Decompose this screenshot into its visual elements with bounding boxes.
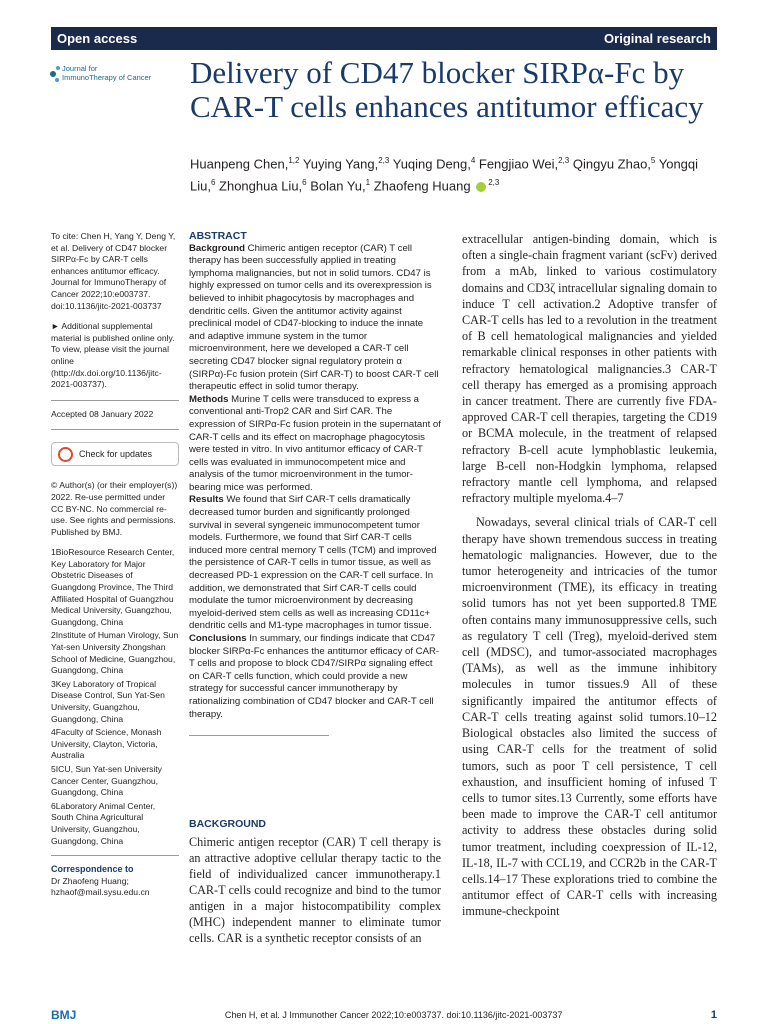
- citation-note: To cite: Chen H, Yang Y, Deng Y, et al. Delivery of CD47 blocker SIRPα-Fc by CAR-T cells enhances antitumor efficacy. Journal for ImmunoTherapy of Cancer 2022;10:e003737. doi:10.1136/jitc-2021-003737: [51, 231, 176, 311]
- body-column-2: [462, 231, 717, 920]
- affiliation-5: 5ICU, Sun Yat-sen University Cancer Center, Guangzhou, Guangdong, China: [51, 763, 162, 798]
- footer-citation: Chen H, et al. J Immunother Cancer 2022;10:e003737. doi:10.1136/jitc-2021-003737: [224, 1010, 563, 1020]
- check-for-updates-button[interactable]: Check for updates: [51, 442, 179, 466]
- abstract-results: Results We found that Sirf CAR-T cells dramatically decreased tumor burden and significantly prolonged survival in several syngeneic immunocompetent tumor models. Furthermore, we found that Sirf CAR-T cells induced more central memory T cells (TCM) and improved the persistence of CAR-T cells in tumor tissue, as well as decreased PD-1 expression on the CAR-T cell surface. In addition, we demonstrated that Sirf CAR-T cells could modulate the tumor microenvironment by decreasing myeloid-derived stem cells as well as increasing CD11c+ dendritic cells and M1-type macrophages in tumor tissue.: [189, 494, 437, 632]
- page-footer: [51, 1008, 717, 1022]
- affiliation-4: 4Faculty of Science, Monash University, Clayton, Victoria, Australia: [51, 727, 162, 761]
- body-paragraph: Nowadays, several clinical trials of CAR-T cell therapy have shown tremendous success in treating hematologic malignancies. However, due to the tumor heterogeneity and intricacies of the tumor microenvironment (TME), its efficacy in treating solid tumors has not yet been supported.8 TME often contains many immunosuppressive cells, such as regulatory T cell (Treg), myeloid-derived stem cell (MDSC), and tumor-associated macrophages (TAMs), as well as the immune inhibitory molecules in tumor tissues.9 All of these significantly impaired the antitumor effects of CAR-T cells treating against solid tumors.10–12 Biological obstacles also limited the success of using CAR-T cells for the treatment of solid tumors, such as poor T cell persistence, T cell exhaustion, and insufficient homing of infused T cells to tumor sites.13 Currently, some efforts have been made to improve the CAR-T cell antitumor activity to address these obstacles during solid tumor treatment, including coexpression of IL-12, IL-18, IL-7 with CCL19, and CCR2b in the CAR-T cells.14–17 These explorations tried to combine the antitumor effect of CAR-T cells with increasing immune-checkpoint: [462, 515, 717, 919]
- affiliation-2: 2Institute of Human Virology, Sun Yat-sen University Zhongshan School of Medicine, Guangzhou, Guangdong, China: [51, 630, 179, 676]
- author-list: Huanpeng Chen,$^{1,2}$ Yuying Yang,$^{2,3}$ Yuqing Deng,$^4$ Fengjiao Wei,$^{2,3}$ Qingyu Zhao,$^5$ Yongqi Liu,$^6$ Zhonghua Liu,$^6$ Bolan Yu,$^1$ Zhaofeng Huang $^{2,3}$: [190, 156, 699, 194]
- orcid-icon[interactable]: [476, 182, 486, 192]
- supplement-note: ► Additional supplemental material is published online only. To view, please visit the journal online (http://dx.doi.org/10.1136/jitc-2021-003737).: [51, 321, 175, 390]
- body-paragraph: Chimeric antigen receptor (CAR) T cell therapy is an attractive adoptive cellular therapy tactic to the field of individualized cancer immunotherapy.1 CAR-T cells could recognize and bind to the tumor antigen in a major histocompatibility complex (MHC) independent manner to eliminate tumor cells. CAR is a synthetic receptor consists of an: [189, 835, 441, 945]
- check-updates-icon: [58, 447, 73, 462]
- abstract-background: Background Chimeric antigen receptor (CAR) T cell therapy has been successfully applied in treating lymphoma malignancies, but not in solid tumors. CD47 is highly expressed on tumor cells and its overexpression is believed to inhibit phagocytosis by macrophages and dendritic cells. Given the antitumor activity against preclinical model of CD47-blocking to induce the innate and adaptive immune system in the tumor microenvironment, here we developed a CAR-T cell secreting CD47 blocker signal regulatory protein α (SIRPα)-Fc fusion protein (Sirf CAR-T) to boost CAR-T cell therapeutic effect in solid tumor therapy.: [189, 242, 439, 393]
- correspondence-heading: Correspondence to: [51, 864, 134, 875]
- body-column-1: [189, 834, 441, 946]
- affiliation-1: 1BioResource Research Center, Key Laboratory for Major Obstetric Diseases of Guangdong Province, The Third Affiliated Hospital of Guangzhou Medical University, Guangzhou, Guangdong, China: [51, 547, 175, 627]
- abstract-conclusions: Conclusions In summary, our findings indicate that CD47 blocker SIRPα-Fc enhances the antitumor efficacy of CAR-T cells and propose to block CD47/SIRPα signaling effect on CAR-T cells function, which could provide a new strategy for successful cancer immunotherapy by rationalizing combination of CD47 blocker and CAR-T cell therapy.: [189, 633, 440, 720]
- copyright-note: © Author(s) (or their employer(s)) 2022. Re-use permitted under CC BY-NC. No commercial re-use. See rights and permissions. Published by BMJ.: [51, 480, 178, 537]
- article-title: Delivery of CD47 blocker SIRPα-Fc by CAR-T cells enhances antitumor efficacy: [190, 55, 704, 124]
- accepted-date: Accepted 08 January 2022: [51, 408, 154, 419]
- open-access-label: Open access: [57, 31, 138, 46]
- body-paragraph: extracellular antigen-binding domain, which is often a single-chain fragment variant (scFv) derived from a mAb, linked to various costimulatory domains and CD3ζ intracellular signaling domain to induce T cell activation.2 Adoptive transfer of CAR-T cells has led to a revolution in the treatment of B cell hematological malignancies and yielded remarkable clinical responses in other patients with refractory hematological malignancies.3 CAR-T cell therapy has emerged as a promising approach in cancer treatment. There are currently five FDA-approved CAR-T cell therapies, targeting the CD19 or BCMA molecule, in the treatment of relapsed refractory B-cell acute lymphoblastic leukemia, large B-cell non-Hodgkin lymphoma, relapsed refractory mantle cell lymphoma, and relapsed refractory multiple myeloma.4–7: [462, 232, 717, 506]
- background-heading: BACKGROUND: [189, 818, 266, 830]
- article-sidebar: [51, 231, 179, 899]
- correspondence-name: Dr Zhaofeng Huang;: [51, 875, 129, 886]
- article-type-label: Original research: [604, 31, 711, 46]
- abstract-section: [189, 230, 441, 736]
- journal-name: Journal for ImmunoTherapy of Cancer: [62, 64, 152, 82]
- abstract-methods: Methods Murine T cells were transduced to express a conventional anti-Trop2 CAR and Sirf CAR. The expression of SIRPα-Fc fusion protein in the supernatant of CAR-T cells and its effect on macrophage phagocytosis were tested in vitro. In vivo antitumor efficacy of CAR-T cells was evaluated in immunocompetent mice and analysis of the tumor microenvironment in the tumor-bearing mice was performed.: [189, 393, 441, 493]
- page-number: 1: [710, 1009, 717, 1021]
- top-banner: [51, 27, 717, 50]
- abstract-heading: ABSTRACT: [189, 230, 247, 242]
- bmj-logo: BMJ: [51, 1008, 77, 1022]
- affiliation-3: 3Key Laboratory of Tropical Disease Control, Sun Yat-Sen University, Guangzhou, Guangdong, China: [51, 678, 165, 724]
- affiliation-6: 6Laboratory Animal Center, South China Agricultural University, Guangzhou, Guangdong, China: [51, 800, 156, 846]
- correspondence-email[interactable]: hzhaof@mail.sysu.edu.cn: [51, 887, 150, 898]
